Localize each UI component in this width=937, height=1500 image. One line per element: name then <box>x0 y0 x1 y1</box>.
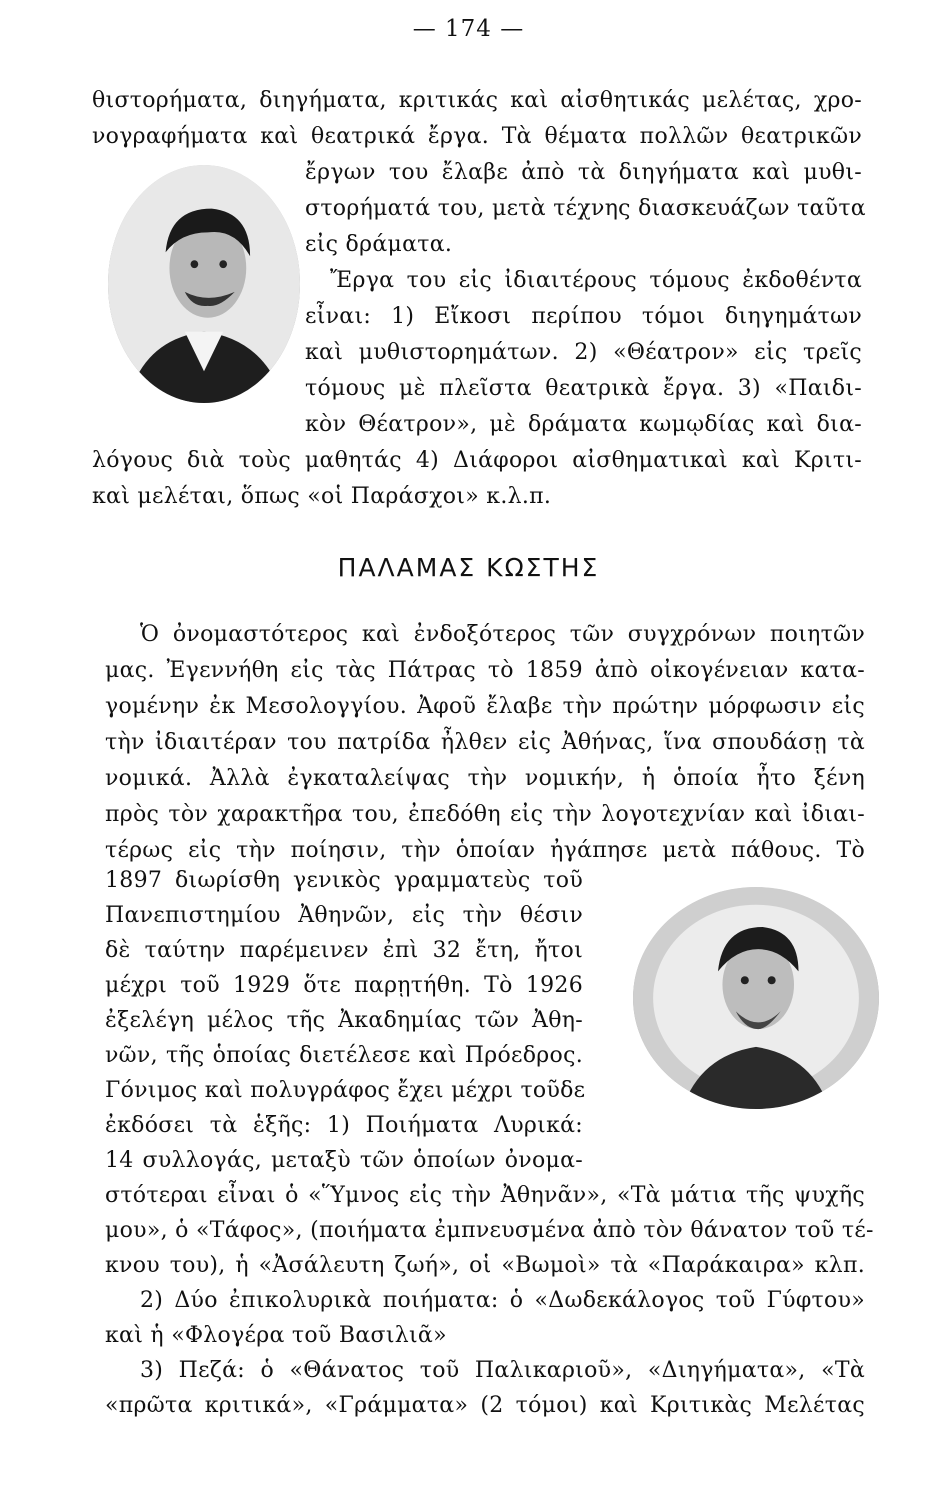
portrait-2-drawing <box>633 887 879 1109</box>
text-line: τὴν ἰδιαιτέραν του πατρίδα ἦλθεν εἰς Ἀθήνας, ἵνα σπουδάσῃ τὰ <box>105 730 865 755</box>
portrait-1-drawing <box>108 165 300 403</box>
text-line: ἐκδόσει τὰ ἑξῆς: 1) Ποιήματα Λυρικά: <box>105 1113 583 1138</box>
text-line: πρὸς τὸν χαρακτῆρα του, ἐπεδόθη εἰς τὴν λογοτεχνίαν καὶ ἰδιαι- <box>105 802 865 827</box>
text-line: νομικά. Ἀλλὰ ἐγκαταλείψας τὴν νομικήν, ἡ ὁποία ἦτο ξένη <box>105 766 865 791</box>
text-line: Ὁ ὀνομαστότερος καὶ ἐνδοξότερος τῶν συγχρόνων ποιητῶν <box>140 622 865 647</box>
text-line: 2) Δύο ἐπικολυρικὰ ποιήματα: ὁ «Δωδεκάλογος τοῦ Γύφτου» <box>140 1288 865 1313</box>
text-line: ἔργων του ἔλαβε ἀπὸ τὰ διηγήματα καὶ μυθι- <box>305 160 862 185</box>
text-line: εἰς δράματα. <box>305 232 453 257</box>
text-line: τέρως εἰς τὴν ποίησιν, τὴν ὁποίαν ἠγάπησε μετὰ πάθους. Τὸ <box>105 838 865 863</box>
text-line: θιστορήματα, διηγήματα, κριτικάς καὶ αἰσθητικάς μελέτας, χρο- <box>92 88 862 113</box>
text-line: καὶ μυθιστορημάτων. 2) «Θέατρον» εἰς τρεῖς <box>305 340 862 365</box>
portrait-photo-1 <box>108 165 300 403</box>
section-heading: ΠΑΛΑΜΑΣ ΚΩΣΤΗΣ <box>337 553 600 582</box>
text-line: νογραφήματα καὶ θεατρικά ἔργα. Τὰ θέματα πολλῶν θεατρικῶν <box>92 124 862 149</box>
text-line: Γόνιμος καὶ πολυγράφος ἔχει μέχρι τοῦδε <box>105 1078 586 1103</box>
text-line: νῶν, τῆς ὁποίας διετέλεσε καὶ Πρόεδρος. <box>105 1043 583 1068</box>
text-line: Πανεπιστημίου Ἀθηνῶν, εἰς τὴν θέσιν <box>105 903 583 928</box>
portrait-photo-2 <box>633 887 879 1109</box>
text-line: 1897 διωρίσθη γενικὸς γραμματεὺς τοῦ <box>105 868 583 893</box>
text-line: μέχρι τοῦ 1929 ὅτε παρῃτήθη. Τὸ 1926 <box>105 973 583 998</box>
text-line: καὶ ἡ «Φλογέρα τοῦ Βασιλιᾶ» <box>105 1323 447 1348</box>
page-number: — 174 — <box>412 16 525 42</box>
text-line: λόγους διὰ τοὺς μαθητάς 4) Διάφοροι αἰσθηματικαὶ καὶ Κριτι- <box>92 448 862 473</box>
text-line: κὸν Θέατρον», μὲ δράματα κωμῳδίας καὶ δια- <box>305 412 862 437</box>
text-line: δὲ ταύτην παρέμεινεν ἐπὶ 32 ἔτη, ἤτοι <box>105 938 583 963</box>
text-line: ἐξελέγη μέλος τῆς Ἀκαδημίας τῶν Ἀθη- <box>105 1008 583 1033</box>
text-line: «πρῶτα κριτικά», «Γράμματα» (2 τόμοι) καὶ Κριτικὰς Μελέτας <box>105 1393 865 1418</box>
text-line: εἶναι: 1) Εἴκοσι περίπου τόμοι διηγημάτων <box>305 304 862 329</box>
text-line: μας. Ἐγεννήθη εἰς τὰς Πάτρας τὸ 1859 ἀπὸ οἰκογένειαν κατα- <box>105 658 865 683</box>
text-line: 14 συλλογάς, μεταξὺ τῶν ὁποίων ὀνομα- <box>105 1148 583 1173</box>
text-line: Ἔργα του εἰς ἰδιαιτέρους τόμους ἐκδοθέντα <box>330 268 862 293</box>
text-line: κνου του), ἡ «Ἀσάλευτη ζωή», οἱ «Βωμοὶ» τὰ «Παράκαιρα» κλπ. <box>105 1253 865 1278</box>
text-line: καὶ μελέται, ὅπως «οἱ Παράσχοι» κ.λ.π. <box>92 484 552 509</box>
text-line: στότεραι εἶναι ὁ «Ὕμνος εἰς τὴν Ἀθηνᾶν», «Τὰ μάτια τῆς ψυχῆς <box>105 1183 865 1208</box>
text-line: μου», ὁ «Τάφος», (ποιήματα ἐμπνευσμένα ἀπὸ τὸν θάνατον τοῦ τέ- <box>105 1218 874 1243</box>
text-line: τόμους μὲ πλεῖστα θεατρικὰ ἔργα. 3) «Παιδι- <box>305 376 862 401</box>
text-line: στορήματά του, μετὰ τέχνης διασκευάζων ταῦτα <box>305 196 866 221</box>
text-line: 3) Πεζά: ὁ «Θάνατος τοῦ Παλικαριοῦ», «Διηγήματα», «Τὰ <box>140 1358 865 1383</box>
text-line: γομένην ἐκ Μεσολογγίου. Ἀφοῦ ἔλαβε τὴν πρώτην μόρφωσιν εἰς <box>105 694 865 719</box>
